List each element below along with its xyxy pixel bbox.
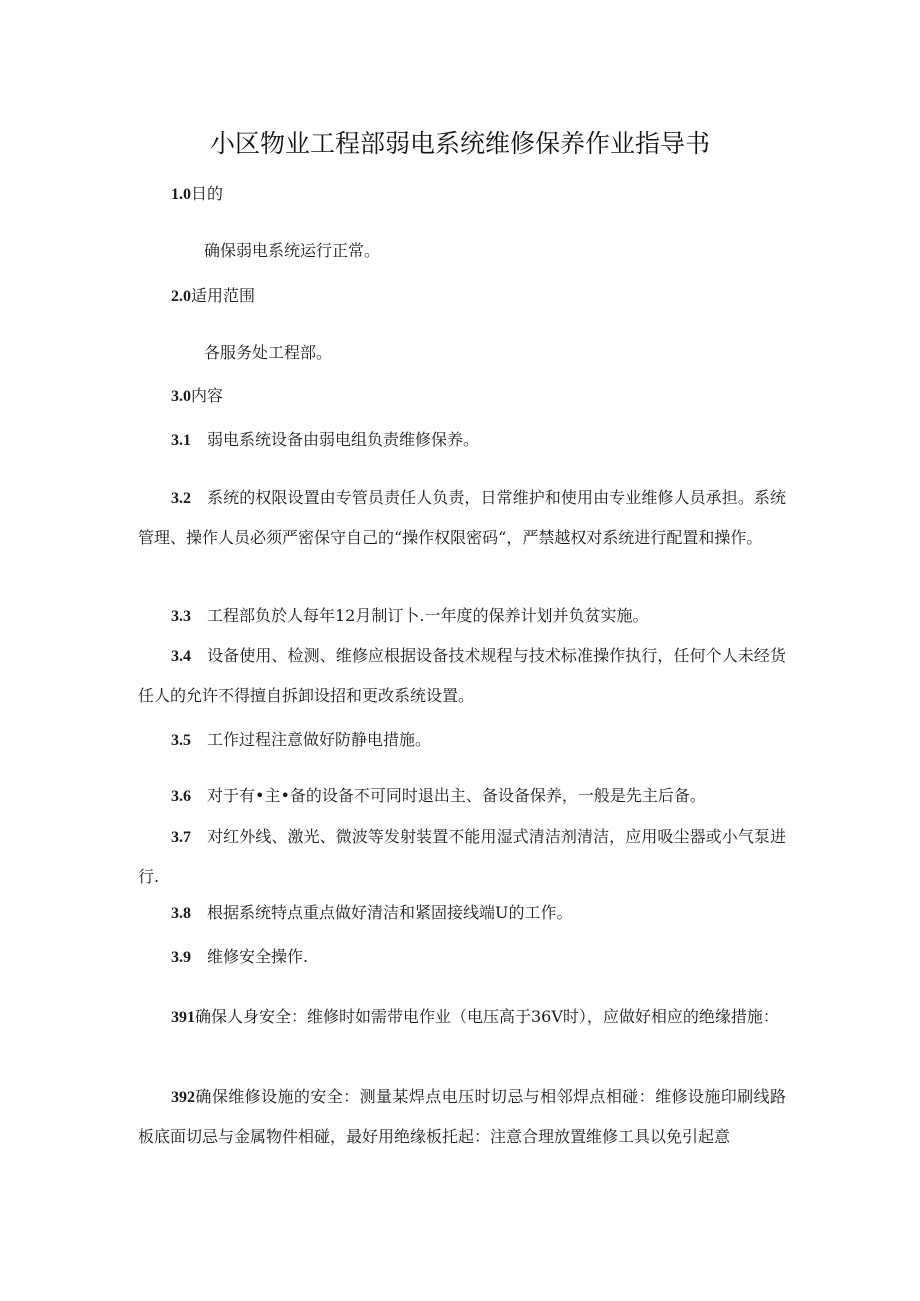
list-item (171, 946, 308, 969)
document-title: 小区物业工程部弱电系统维修保养作业指导书 (209, 129, 710, 158)
item-number: 3.2 (171, 490, 191, 507)
item-number: 3.8 (171, 905, 191, 922)
item-text: 弱电系统设备由弱电组负责维修保养。 (207, 430, 480, 449)
list-item (171, 429, 479, 452)
list-item (171, 729, 431, 752)
section-label: 适用范围 (191, 286, 256, 305)
item-text: 工程部负於人每年12月制订卜.一年度的保养计划并负贫实施。 (207, 606, 649, 625)
list-item (171, 785, 706, 808)
item-number: 392 (171, 1089, 195, 1106)
list-item (171, 902, 573, 925)
item-text: 系统的权限设置由专管员责任人负责，日常维护和使用由专业维修人员承担。系统管理、操作人员必须严密保守自己的“操作权限密码“，严禁越权对系统进行配置和操作。 (138, 488, 786, 547)
section-number: 2.0 (171, 288, 191, 305)
list-item (171, 605, 648, 628)
item-text: 工作过程注意做好防静电措施。 (207, 730, 432, 749)
list-item (138, 997, 786, 1037)
item-text: 设备使用、检测、维修应根据设备技术规程与技术标准操作执行，任何个人未经货任人的允许不得擅自拆卸设招和更改系统设置。 (138, 646, 786, 705)
item-number: 391 (171, 1009, 195, 1026)
item-text: 对红外线、激光、微波等发射装置不能用湿式清洁剂清洁，应用吸尘器或小气泵进行. (138, 827, 786, 886)
item-number: 3.9 (171, 949, 191, 966)
section-heading-purpose (171, 183, 223, 206)
item-number: 3.4 (171, 648, 191, 665)
item-number: 3.6 (171, 788, 191, 805)
item-text: 确保人身安全：维修时如需带电作业（电压高于36V时），应做好相应的绝缘措施： (195, 1007, 779, 1026)
section-body-scope: 各服务处工程部。 (204, 343, 333, 362)
section-label: 内容 (191, 386, 224, 405)
section-label: 日的 (191, 184, 224, 203)
item-number: 3.1 (171, 432, 191, 449)
item-number: 3.5 (171, 732, 191, 749)
section-number: 3.0 (171, 388, 191, 405)
section-heading-content (171, 385, 223, 408)
list-item (138, 817, 786, 896)
item-number: 3.7 (171, 829, 191, 846)
item-text: 对于有•主•备的设备不可同时退出主、备设备保养，一般是先主后备。 (207, 786, 706, 805)
section-heading-scope (171, 285, 255, 308)
list-item (138, 636, 786, 715)
item-number: 3.3 (171, 608, 191, 625)
item-text: 根据系统特点重点做好清洁和紧固接线端U的工作。 (207, 903, 573, 922)
list-item (138, 1077, 786, 1156)
section-body-purpose: 确保弱电系统运行正常。 (204, 241, 381, 260)
section-number: 1.0 (171, 186, 191, 203)
list-item (138, 478, 786, 557)
item-text: 维修安全操作. (207, 947, 309, 966)
item-text: 确保维修设施的安全：测量某焊点电压时切忌与相邻焊点相碰：维修设施印刷线路板底面切忌与金属物件相碰，最好用绝缘板托起：注意合理放置维修工具以免引起意 (138, 1087, 786, 1146)
